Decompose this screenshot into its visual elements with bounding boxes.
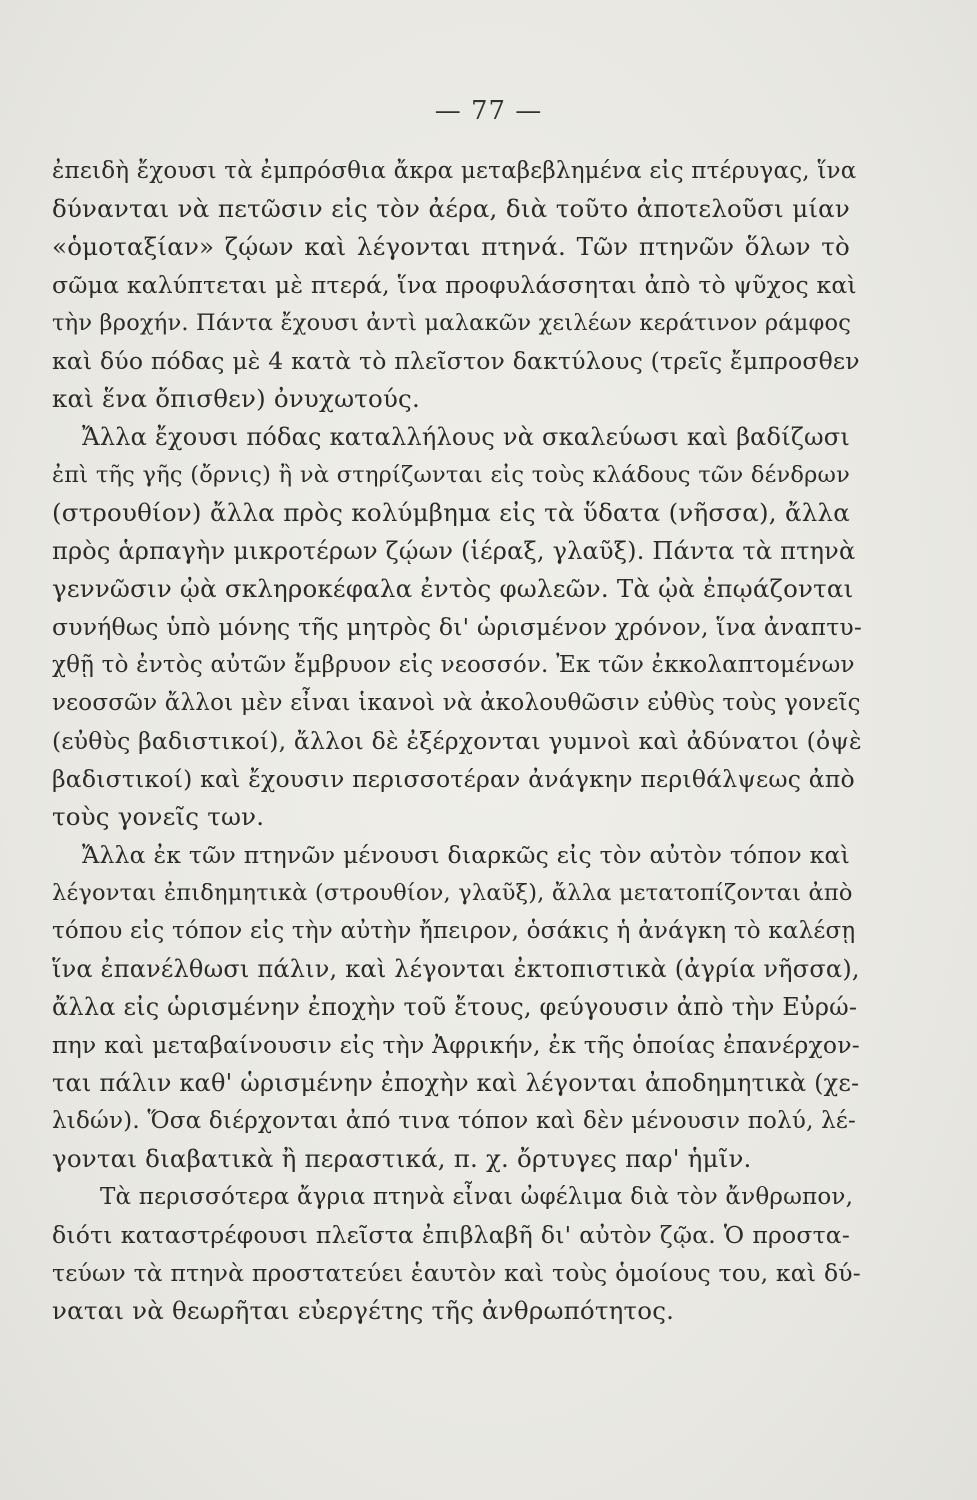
- text-line: δύνανται νὰ πετῶσιν εἰς τὸν ἀέρα, διὰ τοῦτο ἀποτελοῦσι μίαν: [52, 194, 850, 223]
- text-line: βαδιστικοί) καὶ ἔχουσιν περισσοτέραν ἀνάγκην περιθάλψεως ἀπὸ: [52, 765, 855, 793]
- text-line: λέγονται ἐπιδημητικὰ (στρουθίον, γλαῦξ), ἄλλα μετατοπίζονται ἀπὸ: [52, 880, 853, 906]
- text-line: Ἄλλα ἐκ τῶν πτηνῶν μένουσι διαρκῶς εἰς τὸν αὐτὸν τόπον καὶ: [82, 841, 850, 869]
- body-text: [52, 152, 863, 1330]
- text-line: χθῇ τὸ ἐντὸς αὐτῶν ἔμβρυον εἰς νεοσσόν. Ἐκ τῶν ἐκκολαπτομένων: [52, 652, 855, 678]
- text-line: λιδών). Ὅσα διέρχονται ἀπό τινα τόπον καὶ δὲν μένουσιν πολύ, λέ-: [52, 1108, 856, 1134]
- text-line: (εὐθὺς βαδιστικοί), ἄλλοι δὲ ἐξέρχονται γυμνοὶ καὶ ἀδύνατοι (ὀψὲ: [52, 727, 862, 755]
- text-line: πρὸς ἁρπαγὴν μικροτέρων ζῴων (ἱέραξ, γλαῦξ). Πάντα τὰ πτηνὰ: [52, 537, 856, 565]
- text-line: τόπου εἰς τόπον εἰς τὴν αὐτὴν ἤπειρον, ὁσάκις ἡ ἀνάγκη τὸ καλέσῃ: [52, 918, 856, 944]
- text-line: τὴν βροχήν. Πάντα ἔχουσι ἀντὶ μαλακῶν χειλέων κεράτινον ράμφος: [52, 310, 852, 336]
- text-line: τεύων τὰ πτηνὰ προστατεύει ἑαυτὸν καὶ τοὺς ὁμοίους του, καὶ δύ-: [52, 1259, 861, 1287]
- text-line: ἄλλα εἰς ὡρισμένην ἐποχὴν τοῦ ἔτους, φεύγουσιν ἀπὸ τὴν Εὐρώ-: [52, 993, 858, 1021]
- text-line: πην καὶ μεταβαίνουσιν εἰς τὴν Ἀφρικήν, ἐκ τῆς ὁποίας ἐπανέρχον-: [52, 1031, 860, 1059]
- text-line: ἐπειδὴ ἔχουσι τὰ ἐμπρόσθια ἄκρα μεταβεβλημένα εἰς πτέρυγας, ἵνα: [52, 158, 857, 184]
- text-line: (στρουθίον) ἄλλα πρὸς κολύμβημα εἰς τὰ ὕδατα (νῆσσα), ἄλλα: [52, 498, 850, 527]
- text-line: ἐπὶ τῆς γῆς (ὄρνις) ἢ νὰ στηρίζωνται εἰς τοὺς κλάδους τῶν δένδρων: [52, 462, 850, 488]
- text-line: ἵνα ἐπανέλθωσι πάλιν, καὶ λέγονται ἐκτοπιστικὰ (ἀγρία νῆσσα),: [52, 955, 860, 983]
- text-line: καὶ δύο πόδας μὲ 4 κατὰ τὸ πλεῖστον δακτύλους (τρεῖς ἔμπροσθεν: [52, 347, 860, 375]
- text-line: Ἄλλα ἔχουσι πόδας καταλλήλους νὰ σκαλεύωσι καὶ βαδίζωσι: [82, 423, 850, 451]
- text-line: ναται νὰ θεωρῆται εὐεργέτης τῆς ἀνθρωπότητος.: [52, 1296, 675, 1325]
- text-line: γεννῶσιν ᾠὰ σκληροκέφαλα ἐντὸς φωλεῶν. Τὰ ᾠὰ ἐπῳάζονται: [52, 574, 854, 603]
- page-number: — 77 —: [434, 96, 543, 126]
- text-line: Τὰ περισσότερα ἄγρια πτηνὰ εἶναι ὠφέλιμα διὰ τὸν ἄνθρωπον,: [100, 1184, 854, 1210]
- text-line: τοὺς γονεῖς των.: [52, 802, 265, 831]
- text-line: καὶ ἕνα ὄπισθεν) ὀνυχωτούς.: [52, 384, 420, 413]
- text-line: γονται διαβατικὰ ἢ περαστικά, π. χ. ὄρτυγες παρ' ἡμῖν.: [52, 1144, 752, 1173]
- text-line: ται πάλιν καθ' ὡρισμένην ἐποχὴν καὶ λέγονται ἀποδημητικὰ (χε-: [52, 1069, 860, 1097]
- text-line: συνήθως ὑπὸ μόνης τῆς μητρὸς δι' ὡρισμένον χρόνον, ἵνα ἀναπτυ-: [52, 613, 863, 641]
- text-line: διότι καταστρέφουσι πλεῖστα ἐπιβλαβῆ δι' αὐτὸν ζῷα. Ὁ προστα-: [52, 1221, 850, 1249]
- text-line: νεοσσῶν ἄλλοι μὲν εἶναι ἱκανοὶ νὰ ἀκολουθῶσιν εὐθὺς τοὺς γονεῖς: [52, 690, 861, 716]
- text-line: σῶμα καλύπτεται μὲ πτερά, ἵνα προφυλάσσηται ἀπὸ τὸ ψῦχος καὶ: [52, 271, 857, 299]
- text-line: «ὁμοταξίαν» ζῴων καὶ λέγονται πτηνά. Τῶν πτηνῶν ὅλων τὸ: [52, 232, 850, 261]
